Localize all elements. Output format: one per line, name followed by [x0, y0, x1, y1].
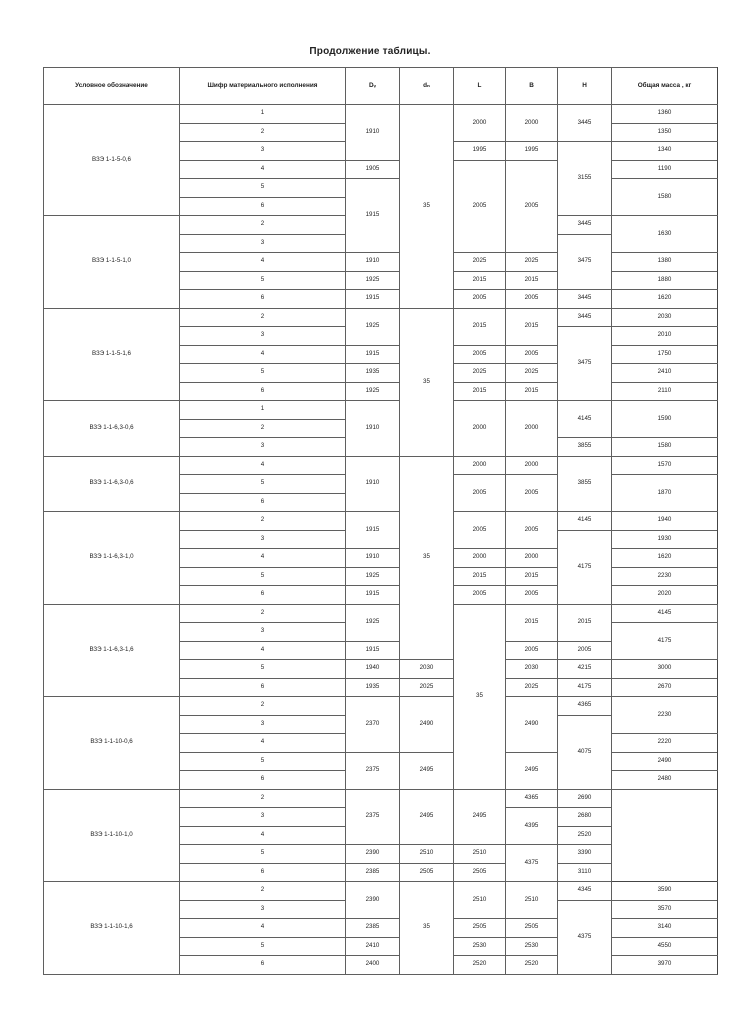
h-cell: 4375: [506, 845, 558, 882]
code-cell: 6: [180, 956, 346, 975]
code-cell: 2: [180, 882, 346, 901]
code-cell: 3: [180, 142, 346, 161]
designation-cell: ВЗЭ 1-1-6,3-1,0: [44, 512, 180, 605]
mass-cell: 2030: [612, 308, 718, 327]
mass-cell: 4550: [612, 937, 718, 956]
h-cell: 3445: [558, 105, 612, 142]
designation-cell: ВЗЭ 1-1-5-0,6: [44, 105, 180, 216]
b-cell: 2015: [506, 308, 558, 345]
l-cell: 2005: [454, 345, 506, 364]
dv-cell: 1910: [346, 105, 400, 161]
page-title: Продолжение таблицы.: [309, 46, 431, 57]
mass-cell: 2110: [612, 382, 718, 401]
b-cell: 2510: [506, 882, 558, 919]
table-row: [44, 697, 718, 716]
h-cell: 4365: [558, 697, 612, 716]
l-cell: 2015: [506, 604, 558, 641]
code-cell: 3: [180, 234, 346, 253]
b-cell: 2495: [506, 752, 558, 789]
h-cell: 4365: [506, 789, 558, 808]
dv-cell: 1925: [346, 308, 400, 345]
b-cell: 2000: [506, 401, 558, 457]
code-cell: 4: [180, 253, 346, 272]
code-cell: 5: [180, 179, 346, 198]
dv-cell: 1925: [346, 271, 400, 290]
b-cell: 2015: [558, 604, 612, 641]
b-cell: 2005: [506, 475, 558, 512]
mass-cell: 2020: [612, 586, 718, 605]
l-cell: 2530: [454, 937, 506, 956]
designation-cell: ВЗЭ 1-1-6,3-0,6: [44, 401, 180, 457]
l-cell: 2000: [454, 456, 506, 475]
h-cell: 4215: [558, 660, 612, 679]
designation-cell: ВЗЭ 1-1-10-1,0: [44, 789, 180, 882]
dv-cell: 2390: [346, 845, 400, 864]
code-cell: 5: [180, 364, 346, 383]
l-cell: 2510: [400, 845, 454, 864]
code-cell: 6: [180, 771, 346, 790]
b-cell: 2505: [506, 919, 558, 938]
l-cell: 2005: [454, 586, 506, 605]
mass-cell: 1350: [612, 123, 718, 142]
mass-cell: 3590: [612, 882, 718, 901]
code-cell: 5: [180, 845, 346, 864]
dv-cell: 2410: [346, 937, 400, 956]
designation-cell: ВЗЭ 1-1-6,3-1,6: [44, 604, 180, 697]
code-cell: 2: [180, 512, 346, 531]
b-cell: 2530: [506, 937, 558, 956]
mass-cell: 2520: [558, 826, 612, 845]
code-cell: 3: [180, 623, 346, 642]
l-cell: 2015: [454, 567, 506, 586]
dn-cell: 35: [400, 105, 454, 309]
table-row: [44, 604, 718, 623]
code-cell: 4: [180, 456, 346, 475]
l-cell: 2005: [506, 641, 558, 660]
dn-cell: 35: [400, 882, 454, 975]
table-row: [44, 105, 718, 124]
h-cell: 4395: [506, 808, 558, 845]
l-cell: 2025: [454, 364, 506, 383]
b-cell: 2005: [506, 512, 558, 549]
b-cell: 2000: [506, 549, 558, 568]
mass-cell: 2480: [612, 771, 718, 790]
dv-cell: 2370: [346, 697, 400, 753]
code-cell: 4: [180, 345, 346, 364]
dv-cell: 1915: [346, 179, 400, 253]
dv-cell: 1910: [346, 401, 400, 457]
table-row: [44, 512, 718, 531]
code-cell: 4: [180, 734, 346, 753]
dv-cell: 1925: [346, 604, 400, 641]
l-cell: 2495: [400, 789, 454, 845]
mass-cell: 1930: [612, 530, 718, 549]
h-cell: 4175: [558, 678, 612, 697]
code-cell: 6: [180, 863, 346, 882]
code-cell: 6: [180, 382, 346, 401]
code-cell: 5: [180, 475, 346, 494]
code-cell: 6: [180, 290, 346, 309]
dv-cell: 1905: [346, 160, 400, 179]
mass-cell: 2690: [558, 789, 612, 808]
mass-cell: 1750: [612, 345, 718, 364]
h-cell: 4175: [612, 623, 718, 660]
mass-cell: 1580: [612, 438, 718, 457]
dv-cell: 2375: [346, 752, 400, 789]
header-code: Шифр материального исполнения: [180, 68, 346, 105]
b-cell: 2495: [454, 789, 506, 845]
dv-cell: 1910: [346, 456, 400, 512]
mass-cell: 2680: [558, 808, 612, 827]
l-cell: 2000: [454, 401, 506, 457]
b-cell: 2030: [506, 660, 558, 679]
code-cell: 4: [180, 160, 346, 179]
b-cell: 2490: [506, 697, 558, 753]
l-cell: 2005: [454, 160, 506, 253]
code-cell: 3: [180, 715, 346, 734]
dn-cell: 35: [400, 308, 454, 456]
code-cell: 4: [180, 549, 346, 568]
dv-cell: 2385: [346, 919, 400, 938]
l-cell: 2015: [454, 308, 506, 345]
code-cell: 2: [180, 604, 346, 623]
mass-cell: 1630: [612, 216, 718, 253]
code-cell: 3: [180, 900, 346, 919]
l-cell: 2005: [454, 290, 506, 309]
h-cell: 3445: [558, 308, 612, 327]
code-cell: 6: [180, 586, 346, 605]
l-cell: 2510: [454, 882, 506, 919]
b-cell: 2505: [454, 863, 506, 882]
h-cell: 3155: [558, 142, 612, 216]
mass-cell: 1590: [612, 401, 718, 438]
l-cell: 2000: [454, 549, 506, 568]
code-cell: 5: [180, 752, 346, 771]
mass-cell: 1940: [612, 512, 718, 531]
l-cell: 2025: [454, 253, 506, 272]
mass-cell: 1380: [612, 253, 718, 272]
mass-cell: 3570: [612, 900, 718, 919]
mass-cell: 1360: [612, 105, 718, 124]
mass-cell: 1340: [612, 142, 718, 161]
l-cell: 2005: [454, 512, 506, 549]
code-cell: 6: [180, 493, 346, 512]
mass-cell: 1870: [612, 475, 718, 512]
b-cell: 2510: [454, 845, 506, 864]
code-cell: 5: [180, 660, 346, 679]
code-cell: 2: [180, 419, 346, 438]
header-h: H: [558, 68, 612, 105]
dv-cell: 2400: [346, 956, 400, 975]
dv-cell: 2390: [346, 882, 400, 919]
mass-cell: 1580: [612, 179, 718, 216]
b-cell: 2005: [506, 160, 558, 253]
code-cell: 6: [180, 197, 346, 216]
code-cell: 6: [180, 678, 346, 697]
mass-cell: 2410: [612, 364, 718, 383]
b-cell: 2005: [558, 641, 612, 660]
l-cell: 2505: [400, 863, 454, 882]
specification-table: [43, 67, 718, 975]
dv-cell: 1915: [346, 345, 400, 364]
b-cell: 2005: [506, 586, 558, 605]
mass-cell: 3000: [612, 660, 718, 679]
l-cell: 2505: [454, 919, 506, 938]
code-cell: 4: [180, 826, 346, 845]
h-cell: 4075: [558, 715, 612, 789]
b-cell: 2520: [506, 956, 558, 975]
header-b: B: [506, 68, 558, 105]
h-cell: 3445: [558, 216, 612, 235]
b-cell: 2005: [506, 345, 558, 364]
dv-cell: 1940: [346, 660, 400, 679]
h-cell: 3445: [558, 290, 612, 309]
dv-cell: 1935: [346, 364, 400, 383]
l-cell: 2015: [454, 382, 506, 401]
code-cell: 3: [180, 438, 346, 457]
header-designation: Условное обозначение: [44, 68, 180, 105]
l-cell: 2495: [400, 752, 454, 789]
mass-cell: 2230: [612, 567, 718, 586]
table-row: [44, 789, 718, 808]
b-cell: 1995: [506, 142, 558, 161]
mass-cell: 3140: [612, 919, 718, 938]
h-cell: 4375: [558, 900, 612, 974]
mass-cell: 3110: [558, 863, 612, 882]
mass-cell: 1620: [612, 290, 718, 309]
b-cell: 2015: [506, 271, 558, 290]
code-cell: 4: [180, 641, 346, 660]
code-cell: 2: [180, 789, 346, 808]
designation-cell: ВЗЭ 1-1-10-0,6: [44, 697, 180, 790]
h-cell: 3855: [558, 438, 612, 457]
header-dv: Dᵥ: [346, 68, 400, 105]
table-row: [44, 882, 718, 901]
designation-cell: ВЗЭ 1-1-6,3-0,6: [44, 456, 180, 512]
dv-cell: 2375: [346, 789, 400, 845]
h-cell: 4175: [558, 530, 612, 604]
l-cell: 2025: [400, 678, 454, 697]
dv-cell: 1910: [346, 549, 400, 568]
designation-cell: ВЗЭ 1-1-5-1,6: [44, 308, 180, 401]
l-cell: 2015: [454, 271, 506, 290]
h-cell: 3855: [558, 456, 612, 512]
code-cell: 3: [180, 808, 346, 827]
dv-cell: 1925: [346, 382, 400, 401]
b-cell: 2025: [506, 364, 558, 383]
b-cell: 2000: [506, 456, 558, 475]
l-cell: 2490: [400, 697, 454, 753]
dv-cell: 1915: [346, 512, 400, 549]
l-cell: 2005: [454, 475, 506, 512]
mass-cell: 1570: [612, 456, 718, 475]
dv-cell: 1910: [346, 253, 400, 272]
table-row: [44, 308, 718, 327]
code-cell: 2: [180, 216, 346, 235]
code-cell: 5: [180, 567, 346, 586]
code-cell: 2: [180, 697, 346, 716]
code-cell: 1: [180, 401, 346, 420]
h-cell: 4345: [558, 882, 612, 901]
dv-cell: 1935: [346, 678, 400, 697]
dn-cell: 35: [454, 604, 506, 789]
h-cell: 3475: [558, 327, 612, 401]
dv-cell: 1915: [346, 586, 400, 605]
mass-cell: 1620: [612, 549, 718, 568]
designation-cell: ВЗЭ 1-1-5-1,0: [44, 216, 180, 309]
header-row: [44, 68, 718, 105]
b-cell: 2025: [506, 678, 558, 697]
dv-cell: 1915: [346, 290, 400, 309]
mass-cell: 1880: [612, 271, 718, 290]
mass-cell: 2670: [612, 678, 718, 697]
mass-cell: 3970: [612, 956, 718, 975]
table-row: [44, 456, 718, 475]
code-cell: 5: [180, 271, 346, 290]
dv-cell: 2385: [346, 863, 400, 882]
l-cell: 2000: [454, 105, 506, 142]
header-dn: dₙ: [400, 68, 454, 105]
mass-cell: 2010: [612, 327, 718, 346]
b-cell: 2005: [506, 290, 558, 309]
dn-cell: 35: [400, 456, 454, 660]
code-cell: 3: [180, 530, 346, 549]
table-row: [44, 401, 718, 420]
designation-cell: ВЗЭ 1-1-10-1,6: [44, 882, 180, 975]
code-cell: 4: [180, 919, 346, 938]
code-cell: 5: [180, 937, 346, 956]
b-cell: 2015: [506, 567, 558, 586]
mass-cell: 2230: [612, 697, 718, 734]
mass-cell: 2220: [612, 734, 718, 753]
l-cell: 1995: [454, 142, 506, 161]
code-cell: 2: [180, 123, 346, 142]
l-cell: 2520: [454, 956, 506, 975]
l-cell: 2030: [400, 660, 454, 679]
dv-cell: 1925: [346, 567, 400, 586]
header-mass: Общая масса , кг: [612, 68, 718, 105]
mass-cell: 1190: [612, 160, 718, 179]
h-cell: 4145: [558, 401, 612, 438]
code-cell: 3: [180, 327, 346, 346]
b-cell: 2025: [506, 253, 558, 272]
b-cell: 2015: [506, 382, 558, 401]
mass-cell: 2490: [612, 752, 718, 771]
b-cell: 2000: [506, 105, 558, 142]
h-cell: 4145: [612, 604, 718, 623]
dv-cell: 1915: [346, 641, 400, 660]
header-l: L: [454, 68, 506, 105]
mass-cell: 3390: [558, 845, 612, 864]
h-cell: 3475: [558, 234, 612, 290]
code-cell: 1: [180, 105, 346, 124]
code-cell: 2: [180, 308, 346, 327]
h-cell: 4145: [558, 512, 612, 531]
